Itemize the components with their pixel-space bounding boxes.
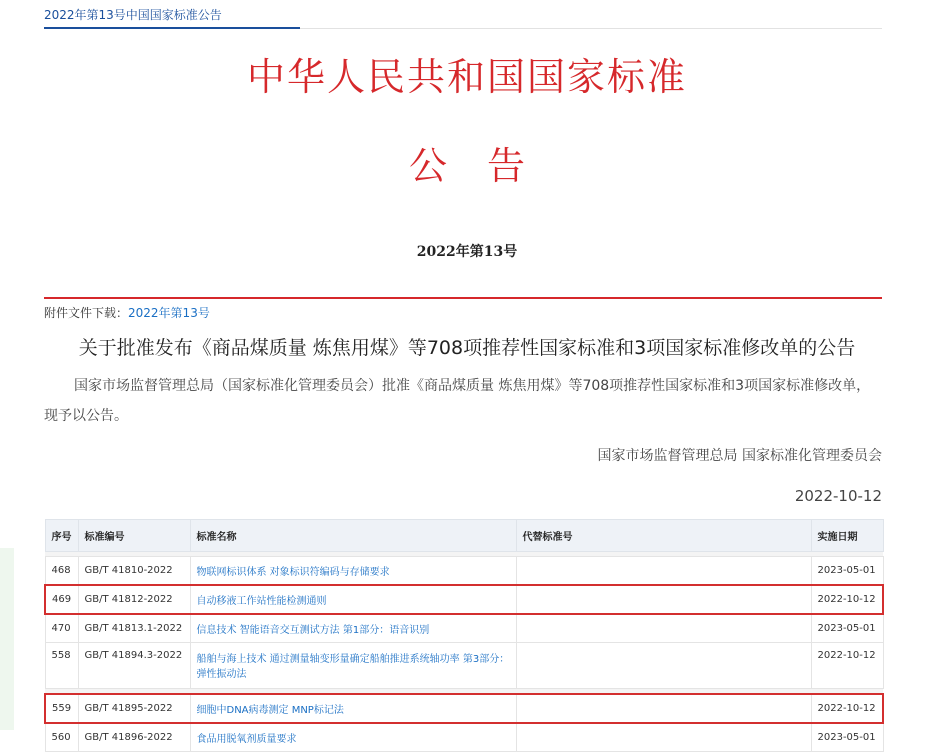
row-name-link[interactable]: 物联网标识体系 对象标识符编码与存储要求 [190, 557, 516, 586]
row-code: GB/T 41812-2022 [78, 585, 190, 614]
row-name-link[interactable]: 食品用脱氧剂质量要求 [190, 723, 516, 752]
row-no: 470 [45, 614, 78, 643]
table-row-highlighted [45, 694, 883, 723]
row-code: GB/T 41813.1-2022 [78, 614, 190, 643]
notice-body: 国家市场监督管理总局（国家标准化管理委员会）批准《商品煤质量 炼焦用煤》等708项推荐性国家标准和3项国家标准修改单，现予以公告。 [44, 378, 871, 424]
column-header-name: 标准名称 [190, 520, 516, 552]
row-name-link[interactable]: 自动移液工作站性能检测通则 [190, 585, 516, 614]
table-row-highlighted [45, 585, 883, 614]
announcement-heading: 公告 [408, 144, 565, 188]
row-code: GB/T 41894.3-2022 [78, 643, 190, 689]
issue-number: 2022年第13号 [416, 244, 518, 260]
column-header-replace: 代替标准号 [516, 520, 811, 552]
row-name-link[interactable]: 信息技术 智能语音交互测试方法 第1部分：语音识别 [190, 614, 516, 643]
row-code: GB/T 41895-2022 [78, 694, 190, 723]
attachment-download-link[interactable]: 2022年第13号 [128, 306, 210, 320]
standards-table [44, 519, 882, 752]
row-replace [516, 557, 811, 586]
row-date: 2022-10-12 [811, 643, 883, 689]
table-row [45, 557, 883, 586]
row-date: 2023-05-01 [811, 723, 883, 752]
table-header-row [45, 520, 883, 552]
row-replace [516, 723, 811, 752]
row-code: GB/T 41810-2022 [78, 557, 190, 586]
row-name-link[interactable]: 细胞中DNA病毒测定 MNP标记法 [190, 694, 516, 723]
row-no: 469 [45, 585, 78, 614]
row-date: 2022-10-12 [811, 694, 883, 723]
row-no: 560 [45, 723, 78, 752]
row-replace [516, 614, 811, 643]
attachment-line [44, 304, 210, 321]
row-replace [516, 694, 811, 723]
red-divider [44, 297, 882, 299]
row-replace [516, 643, 811, 689]
row-date: 2022-10-12 [811, 585, 883, 614]
breadcrumb[interactable]: 2022年第13号中国国家标准公告 [44, 8, 222, 22]
notice-title: 关于批准发布《商品煤质量 炼焦用煤》等708项推荐性国家标准和3项国家标准修改单的公告 [78, 337, 856, 359]
row-date: 2023-05-01 [811, 614, 883, 643]
row-no: 559 [45, 694, 78, 723]
row-code: GB/T 41896-2022 [78, 723, 190, 752]
breadcrumb-underline [44, 27, 300, 29]
side-panel-edge [0, 548, 14, 730]
row-replace [516, 585, 811, 614]
row-date: 2023-05-01 [811, 557, 883, 586]
row-no: 468 [45, 557, 78, 586]
table-row [45, 723, 883, 752]
column-header-code: 标准编号 [78, 520, 190, 552]
row-no: 558 [45, 643, 78, 689]
attachment-label: 附件文件下载： [44, 306, 129, 320]
row-name-link[interactable]: 船舶与海上技术 通过测量轴变形量确定船舶推进系统轴功率 第3部分：弹性振动法 [190, 643, 516, 689]
page-title: 中华人民共和国国家标准 [246, 55, 687, 99]
column-header-date: 实施日期 [811, 520, 883, 552]
table-row [45, 614, 883, 643]
notice-signer: 国家市场监督管理总局 国家标准化管理委员会 [597, 448, 882, 464]
column-header-no: 序号 [45, 520, 78, 552]
table-row [45, 643, 883, 689]
notice-date: 2022-10-12 [794, 487, 882, 505]
